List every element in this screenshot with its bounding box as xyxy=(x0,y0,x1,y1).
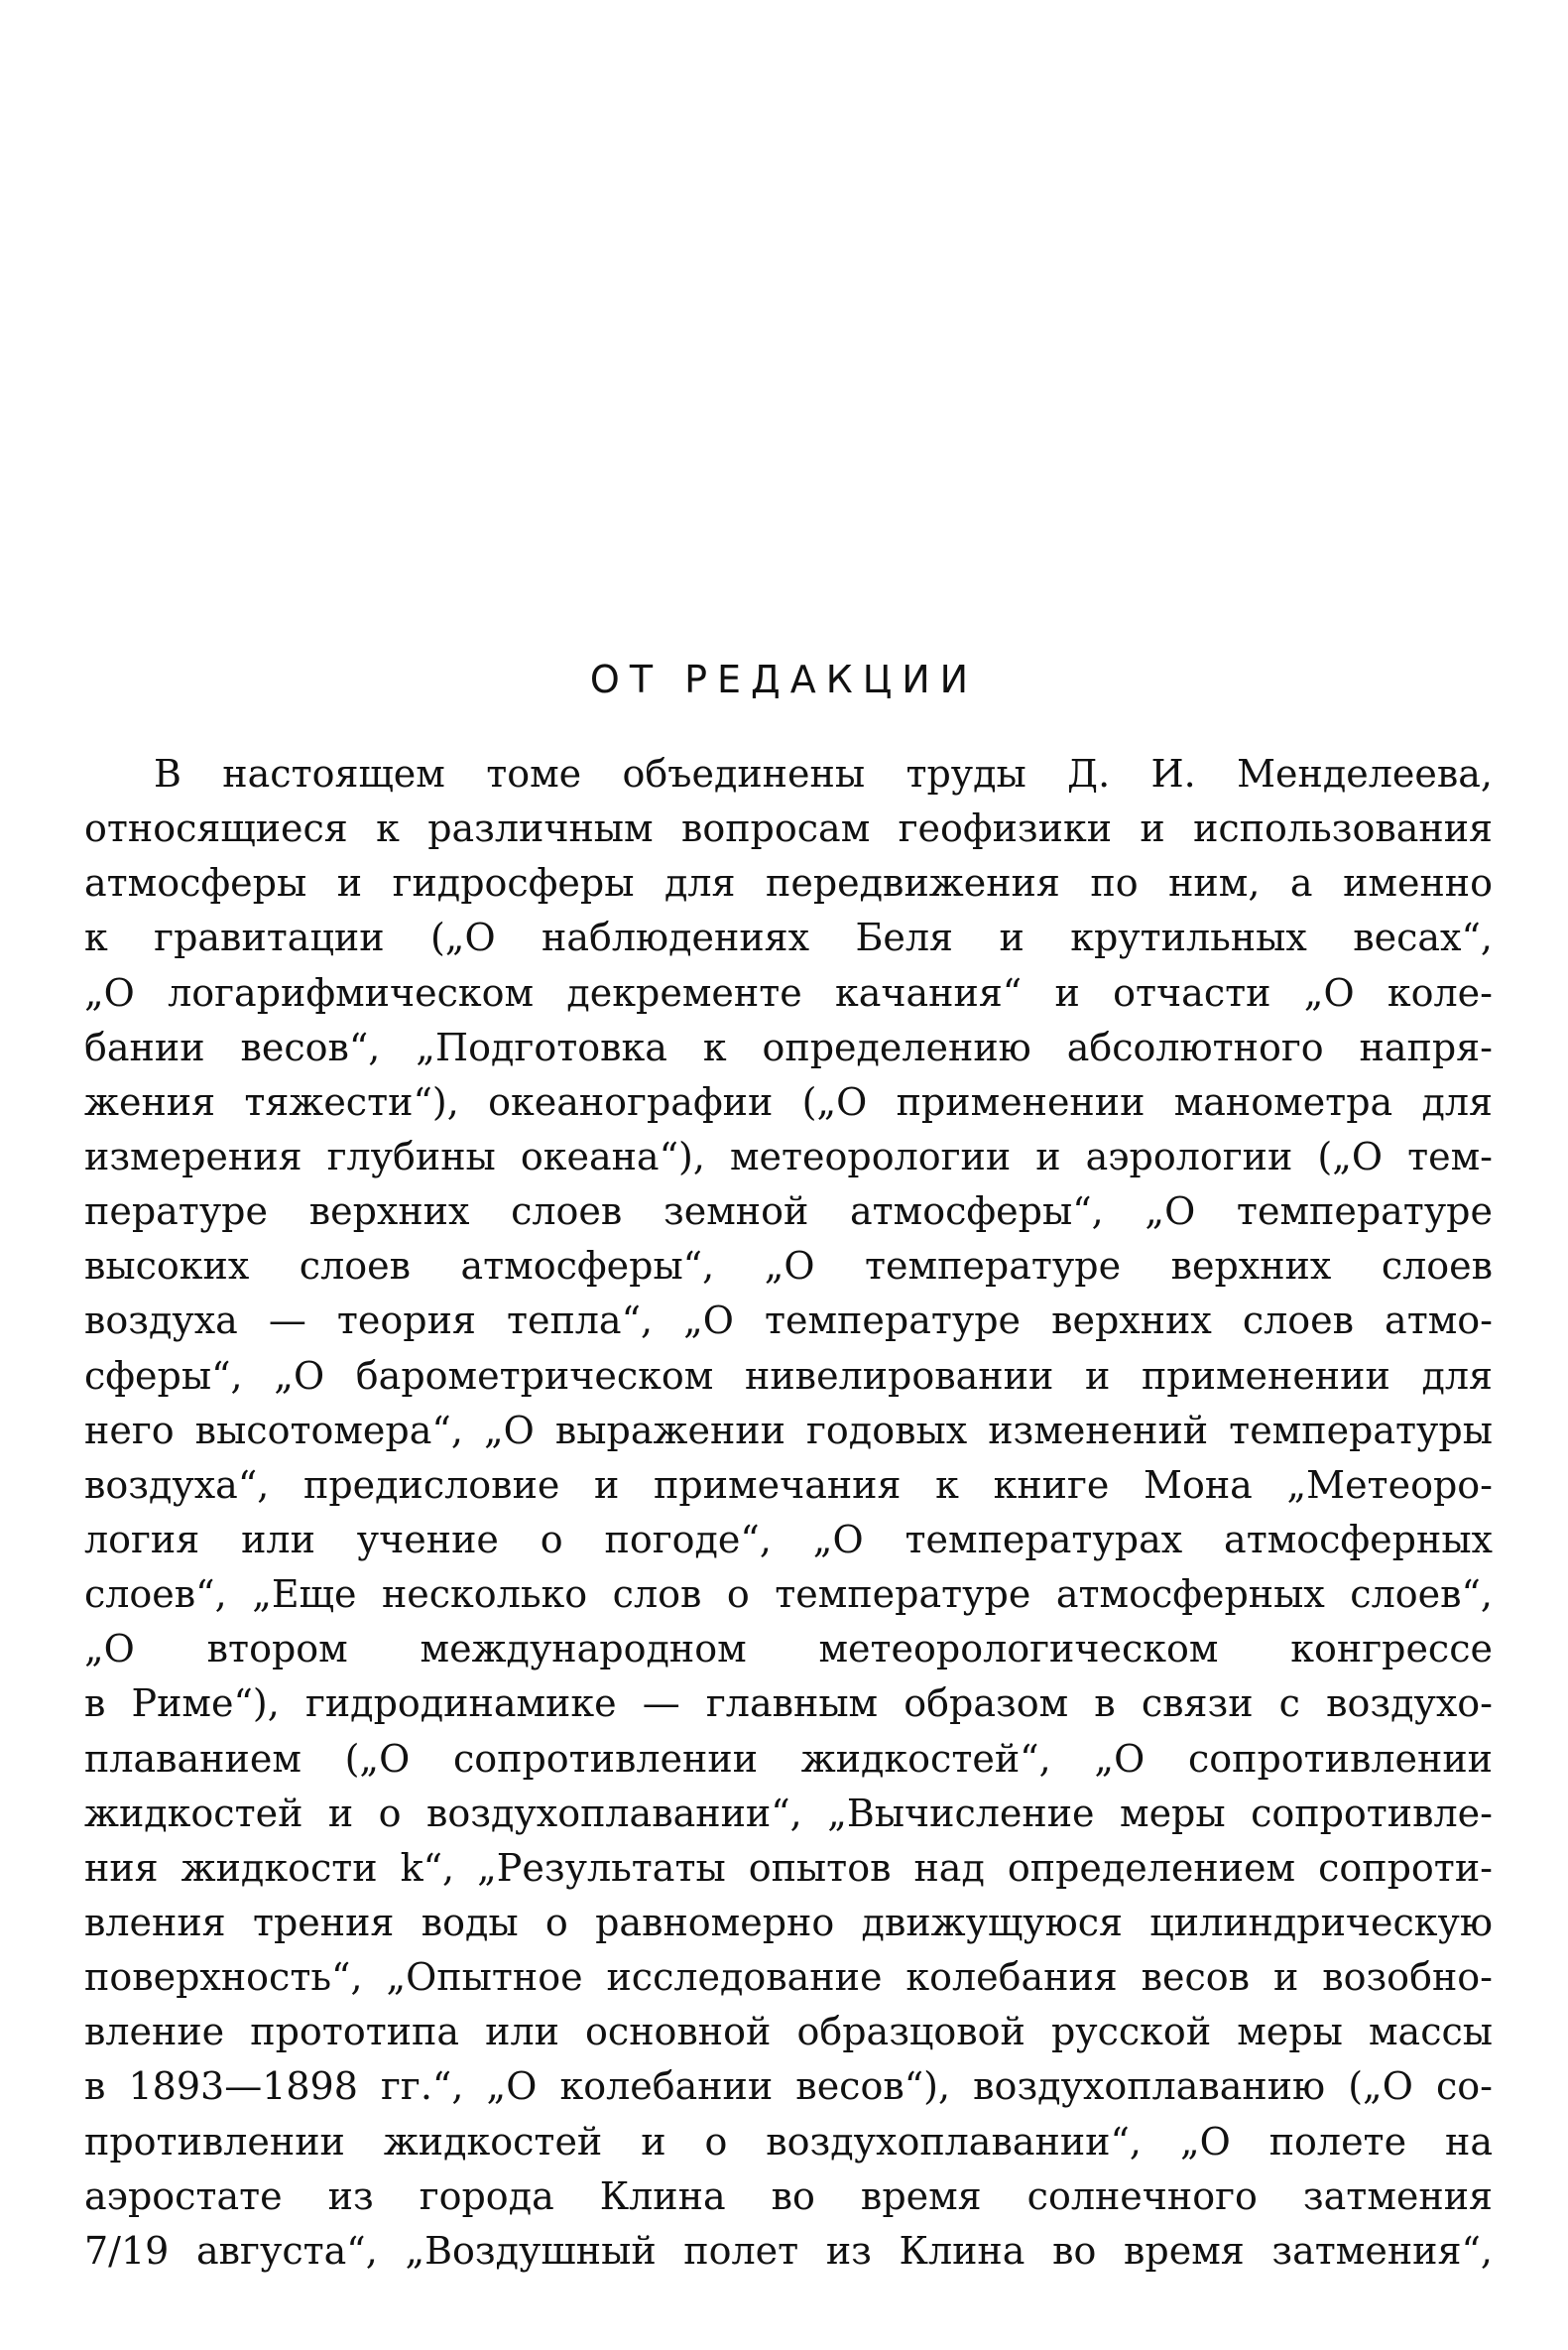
body-paragraph xyxy=(84,747,1493,2279)
text-line: плаванием („О сопротивлении жидкостей“, „О сопротивлении xyxy=(84,1736,1493,1781)
text-line: атмосферы и гидросферы для передвижения по ним, а именно xyxy=(84,861,1493,906)
text-line: пературе верхних слоев земной атмосферы“, „О температуре xyxy=(84,1189,1493,1234)
text-line: слоев“, „Еще несколько слов о температуре атмосферных слоев“, xyxy=(84,1572,1493,1617)
text-line: к гравитации („О наблюдениях Беля и крутильных весах“, xyxy=(84,916,1493,960)
text-line: вления трения воды о равномерно движущуюся цилиндрическую xyxy=(84,1900,1493,1944)
page-title: ОТ РЕДАКЦИИ xyxy=(589,658,979,701)
text-line: вление прототипа или основной образцовой русской меры массы xyxy=(84,2010,1493,2054)
text-line: жидкостей и о воздухоплавании“, „Вычисление меры сопротивле- xyxy=(84,1791,1493,1835)
text-line: относящиеся к различным вопросам геофизики и использования xyxy=(84,806,1493,851)
text-line: В настоящем томе объединены труды Д. И. Менделеева, xyxy=(154,752,1493,796)
text-line: „О логарифмическом декременте качания“ и отчасти „О коле- xyxy=(84,970,1493,1015)
text-line: противлении жидкостей и о воздухоплавании“, „О полете на xyxy=(84,2119,1493,2164)
text-line: сферы“, „О барометрическом нивелировании и применении для xyxy=(84,1353,1493,1398)
text-line: аэростате из города Клина во время солнечного затмения xyxy=(84,2173,1493,2218)
text-line: измерения глубины океана“), метеорологии и аэрологии („О тем- xyxy=(84,1134,1493,1178)
text-line: него высотомера“, „О выражении годовых изменений температуры xyxy=(84,1408,1493,1452)
text-line: бании весов“, „Подготовка к определению абсолютного напря- xyxy=(84,1025,1493,1069)
text-line: воздуха — теория тепла“, „О температуре верхних слоев атмо- xyxy=(84,1299,1493,1343)
text-line: воздуха“, предисловие и примечания к книге Мона „Метеоро- xyxy=(84,1462,1493,1507)
text-line: 7/19 августа“, „Воздушный полет из Клина во время затмения“, xyxy=(84,2228,1493,2273)
text-line: логия или учение о погоде“, „О температурах атмосферных xyxy=(84,1517,1493,1561)
text-line: высоких слоев атмосферы“, „О температуре верхних слоев xyxy=(84,1244,1493,1289)
text-line: в 1893—1898 гг.“, „О колебании весов“), воздухоплаванию („О со- xyxy=(84,2064,1493,2109)
text-line: жения тяжести“), океанографии („О применении манометра для xyxy=(84,1079,1493,1124)
text-line: поверхность“, „Опытное исследование колебания весов и возобно- xyxy=(84,1955,1493,2000)
text-line: ния жидкости k“, „Результаты опытов над определением сопроти- xyxy=(84,1845,1493,1890)
text-line: в Риме“), гидродинамике — главным образом в связи с воздухо- xyxy=(84,1681,1493,1726)
text-line: „О втором международном метеорологическом конгрессе xyxy=(84,1627,1493,1671)
